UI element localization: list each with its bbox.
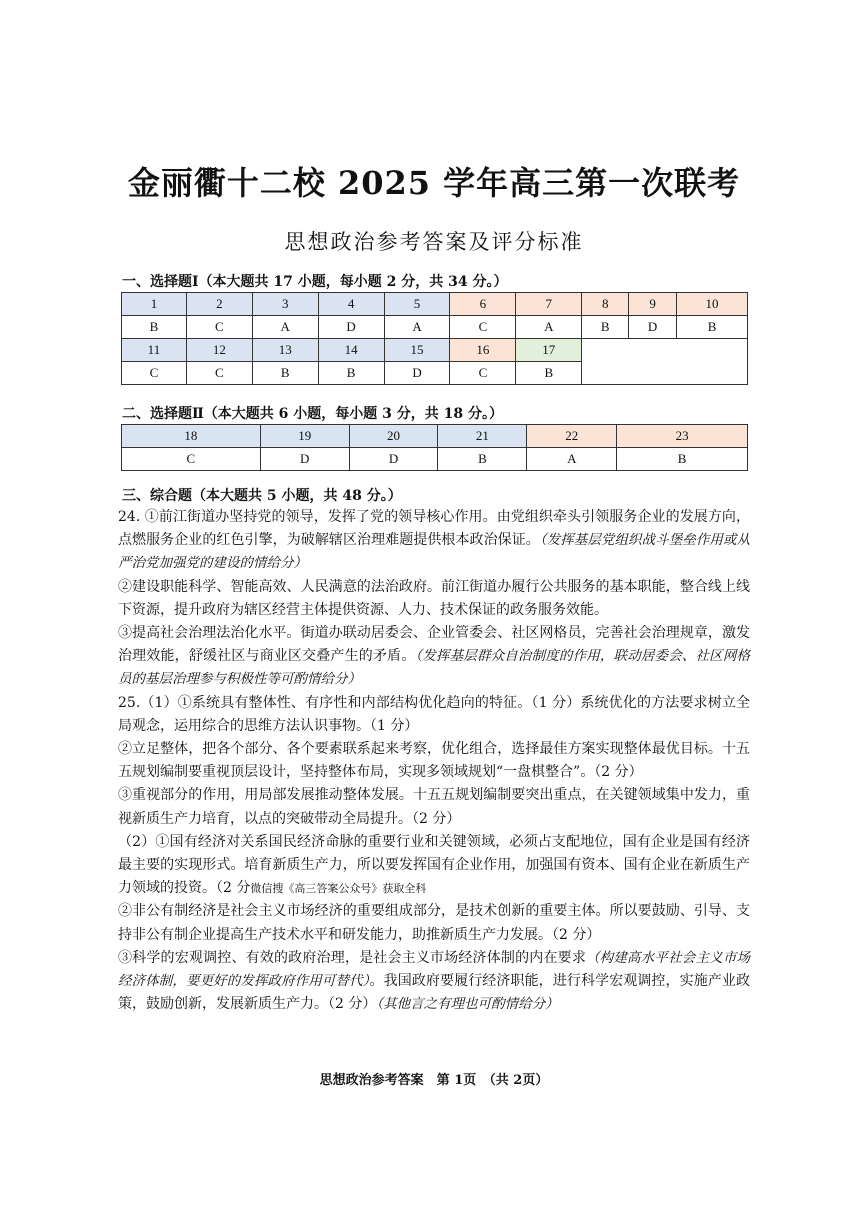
q-number: 8 (582, 293, 629, 316)
section1-row2-numbers (122, 339, 748, 362)
q-answer: C (186, 316, 252, 339)
q-answer: B (516, 362, 582, 385)
q-number: 18 (122, 425, 261, 448)
q-number: 1 (122, 293, 187, 316)
q-number: 7 (516, 293, 582, 316)
answer-paragraph (118, 947, 750, 1017)
section2-heading: 二、选择题Ⅱ（本大题共 6 小题，每小题 3 分，共 18 分。） (122, 406, 504, 422)
q-answer: C (450, 362, 516, 385)
section2-answers (122, 448, 748, 471)
q-number: 9 (629, 293, 677, 316)
grading-note: （其他言之有理也可酌情给分） (376, 996, 559, 1013)
section1-table (121, 292, 748, 385)
q-answer: D (260, 448, 349, 471)
q-answer: B (617, 448, 748, 471)
q-answer: C (450, 316, 516, 339)
q-number: 23 (617, 425, 748, 448)
q-answer: B (318, 362, 384, 385)
answer-paragraph: ②立足整体，把各个部分、各个要素联系起来考察，优化组合，选择最佳方案实现整体最优目标。十五五规划编制要重视顶层设计，坚持整体布局，实现多领域规划“一盘棋整合”。（2 分） (118, 741, 750, 781)
section1-row1-numbers (122, 293, 748, 316)
q-number: 4 (318, 293, 384, 316)
section2-table (121, 424, 748, 471)
watermark-text: 微信搜《高三答案公众号》获取全科 (250, 882, 427, 896)
section1-row1-answers (122, 316, 748, 339)
page-title: 金丽衢十二校 2025 学年高三第一次联考 (127, 164, 741, 202)
q-answer: C (122, 362, 187, 385)
q-answer: C (186, 362, 252, 385)
q-answer: D (318, 316, 384, 339)
q-number: 3 (252, 293, 318, 316)
q-answer: B (677, 316, 748, 339)
q-number: 14 (318, 339, 384, 362)
paragraph-text: ③提高社会治理法治化水平。街道办联动居委会、企业管委会、社区网格员，完善社会治理规章，激发治理效能，舒缓社区与商业区交叠产生的矛盾。 (118, 625, 750, 665)
grading-note: （发挥基层群众自治制度的作用，联动居委会、社区网格员的基层治理参与积极性等可酌情给分） (118, 648, 751, 688)
q-answer: C (122, 448, 261, 471)
empty-cell (582, 339, 748, 385)
grading-note: （发挥基层党组织战斗堡垒作用或从严治党加强党的建设的情给分） (118, 532, 751, 572)
q-answer: A (384, 316, 450, 339)
page-footer: 思想政治参考答案 第 1页 （共 2页） (319, 1073, 549, 1088)
q-number: 12 (186, 339, 252, 362)
answer-paragraph: ②非公有制经济是社会主义市场经济的重要组成部分，是技术创新的重要主体。所以要鼓励、引导、支持非公有制企业提高生产技术水平和研发能力，助推新质生产力发展。（2 分） (118, 903, 750, 943)
section2-numbers (122, 425, 748, 448)
q-number: 13 (252, 339, 318, 362)
answer-paragraph: ②建设职能科学、智能高效、人民满意的法治政府。前江街道办履行公共服务的基本职能，整合线上线下资源，提升政府为辖区经营主体提供资源、人力、技术保证的政务服务效能。 (118, 578, 750, 618)
q-number: 11 (122, 339, 187, 362)
q-number: 6 (450, 293, 516, 316)
answer-paragraph: 25.（1）①系统具有整体性、有序性和内部结构优化趋向的特征。（1 分）系统优化的方法要求树立全局观念，运用综合的思维方法认识事物。（1 分） (118, 694, 750, 734)
q-answer: A (252, 316, 318, 339)
q-number: 16 (450, 339, 516, 362)
q-answer: A (527, 448, 617, 471)
q-answer: B (582, 316, 629, 339)
answer-paragraph (118, 622, 750, 692)
q-number: 15 (384, 339, 450, 362)
grading-note: （构建高水平社会主义市场经济体制，要更好的发挥政府作用可替代） (118, 949, 750, 990)
q-number: 2 (186, 293, 252, 316)
q-answer: D (349, 448, 438, 471)
q-number: 17 (516, 339, 582, 362)
q-answer: D (629, 316, 677, 339)
answer-paragraph (118, 506, 750, 576)
q-number: 10 (677, 293, 748, 316)
q-number: 21 (438, 425, 527, 448)
q-number: 5 (384, 293, 450, 316)
q-answer: B (122, 316, 187, 339)
q-number: 20 (349, 425, 438, 448)
section3-heading: 三、综合题（本大题共 5 小题，共 48 分。） (122, 488, 402, 504)
q-number: 19 (260, 425, 349, 448)
paragraph-text: （2）①国有经济对关系国民经济命脉的重要行业和关键领域，必须占支配地位，国有企业是国有经济最主要的实现形式。培育新质生产力，所以要发挥国有企业作用，加强国有资本、国有企业在新质生产力领域的投资。（2 分 (118, 833, 750, 897)
paragraph-text: ③科学的宏观调控、有效的政府治理，是社会主义市场经济体制的内在要求 (118, 949, 586, 966)
page-subtitle: 思想政治参考答案及评分标准 (284, 230, 584, 254)
q-answer: B (252, 362, 318, 385)
q-answer: D (384, 362, 450, 385)
paragraph-text: 24. ①前江街道办坚持党的领导，发挥了党的领导核心作用。由党组织牵头引领服务企业的发展方向，点燃服务企业的红色引擎，为破解辖区治理难题提供根本政治保证。 (118, 509, 750, 549)
q-answer: B (438, 448, 527, 471)
answer-paragraph (118, 831, 750, 901)
section3-body (118, 506, 750, 1016)
section1-heading: 一、选择题Ⅰ（本大题共 17 小题，每小题 2 分，共 34 分。） (122, 274, 508, 290)
q-answer: A (516, 316, 582, 339)
q-number: 22 (527, 425, 617, 448)
paragraph-text: 。我国政府要履行经济职能，进行科学宏观调控，实施产业政策，鼓励创新，发展新质生产力。（2 分） (118, 973, 751, 1013)
answer-paragraph: ③重视部分的作用，用局部发展推动整体发展。十五五规划编制要突出重点，在关键领域集中发力，重视新质生产力培育，以点的突破带动全局提升。（2 分） (118, 787, 750, 827)
